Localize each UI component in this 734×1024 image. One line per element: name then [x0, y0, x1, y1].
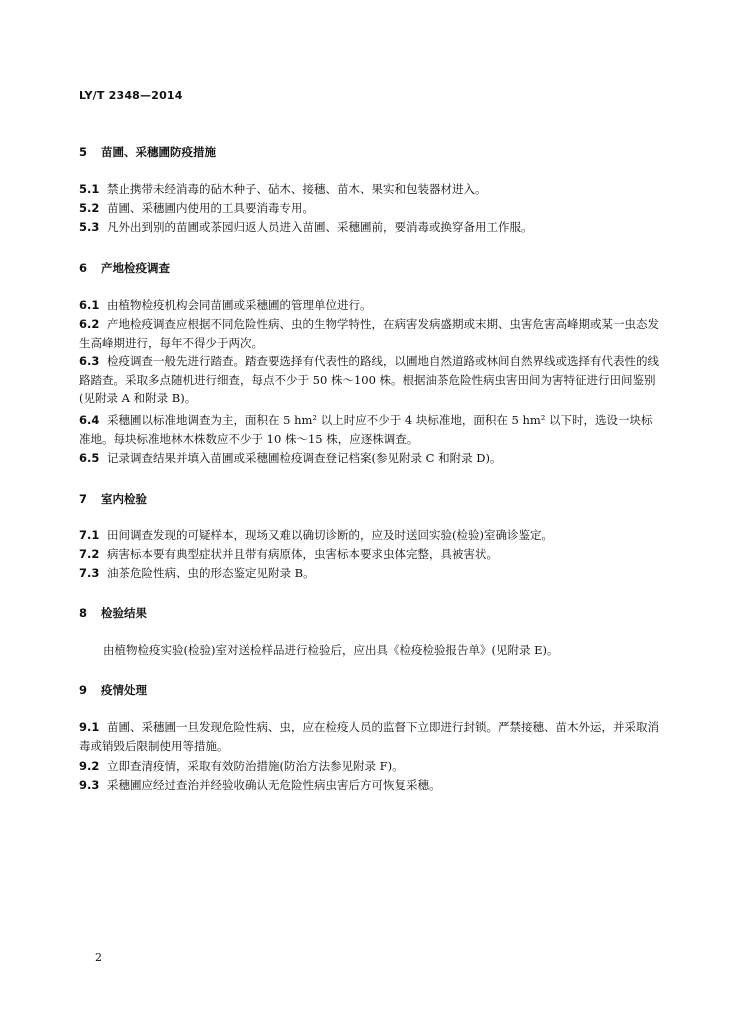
section-title-text: 室内检验 [101, 492, 147, 506]
clause-9-3: 9.3 采穗圃应经过查治并经验收确认无危险性病虫害后方可恢复采穗。 [79, 778, 441, 792]
clause-5-3: 5.3 凡外出到别的苗圃或茶园归返人员进入苗圃、采穗圃前，要消毒或换穿备用工作服。 [79, 220, 533, 234]
section-number: 7 [79, 492, 88, 506]
section-number: 5 [79, 145, 88, 159]
section-8-title [79, 605, 147, 621]
clause-9-1: 9.1 苗圃、采穗圃一旦发现危险性病、虫，应在检疫人员的监督下立即进行封锁。严禁接穗、苗木外运，并采取消毒或销毁后限制使用等措施。 [79, 720, 659, 753]
clause-6-3: 6.3 检疫调查一般先进行踏查。踏查要选择有代表性的路线，以圃地自然道路或林间自然界线或选择有代表性的线路踏查。采取多点随机进行细查，每点不少于 50 株～100 株。根据油茶危险性病虫害田间为害特征进行田间鉴别(见附录 A 和附录 B)。 [79, 354, 659, 405]
section-8-paragraph: 由植物检疫实验(检验)室对送检样品进行检验后，应出具《检疫检验报告单》(见附录 E)。 [103, 643, 559, 657]
clause-9-2: 9.2 立即查清疫情，采取有效防治措施(防治方法参见附录 F)。 [79, 759, 404, 773]
section-title-text: 检验结果 [101, 606, 147, 620]
standard-code-header: LY/T 2348—2014 [79, 89, 183, 102]
clause-6-2: 6.2 产地检疫调查应根据不同危险性病、虫的生物学特性，在病害发病盛期或末期、虫害危害高峰期或某一虫态发生高峰期进行，每年不得少于两次。 [79, 317, 659, 350]
clause-6-4: 6.4 采穗圃以标准地调查为主，面积在 5 hm² 以上时应不少于 4 块标准地，面积在 5 hm² 以下时，选设一块标准地。每块标准地林木株数应不少于 10 株～15 株，应逐株调查。 [79, 413, 653, 446]
section-number: 9 [79, 683, 88, 697]
clause-5-2: 5.2 苗圃、采穗圃内使用的工具要消毒专用。 [79, 201, 314, 215]
clause-5-1: 5.1 禁止携带未经消毒的砧木种子、砧木、接穗、苗木、果实和包装器材进入。 [79, 182, 487, 196]
section-title-text: 苗圃、采穗圃防疫措施 [101, 145, 216, 159]
section-number: 8 [79, 606, 88, 620]
section-title-text: 疫情处理 [101, 683, 147, 697]
page-number: 2 [95, 951, 102, 964]
section-5-title [79, 144, 216, 160]
clause-6-1: 6.1 由植物检疫机构会同苗圃或采穗圃的管理单位进行。 [79, 298, 372, 312]
section-6-title [79, 260, 170, 276]
section-title-text: 产地检疫调查 [101, 261, 170, 275]
clause-7-3: 7.3 油茶危险性病、虫的形态鉴定见附录 B。 [79, 566, 315, 580]
clause-7-2: 7.2 病害标本要有典型症状并且带有病原体，虫害标本要求虫体完整，具被害状。 [79, 547, 498, 561]
section-7-title [79, 491, 147, 507]
section-9-title [79, 682, 147, 698]
clause-7-1: 7.1 田间调查发现的可疑样本，现场又难以确切诊断的，应及时送回实验(检验)室确诊鉴定。 [79, 528, 553, 542]
clause-6-5: 6.5 记录调查结果并填入苗圃或采穗圃检疫调查登记档案(参见附录 C 和附录 D)。 [79, 451, 502, 465]
section-number: 6 [79, 261, 88, 275]
